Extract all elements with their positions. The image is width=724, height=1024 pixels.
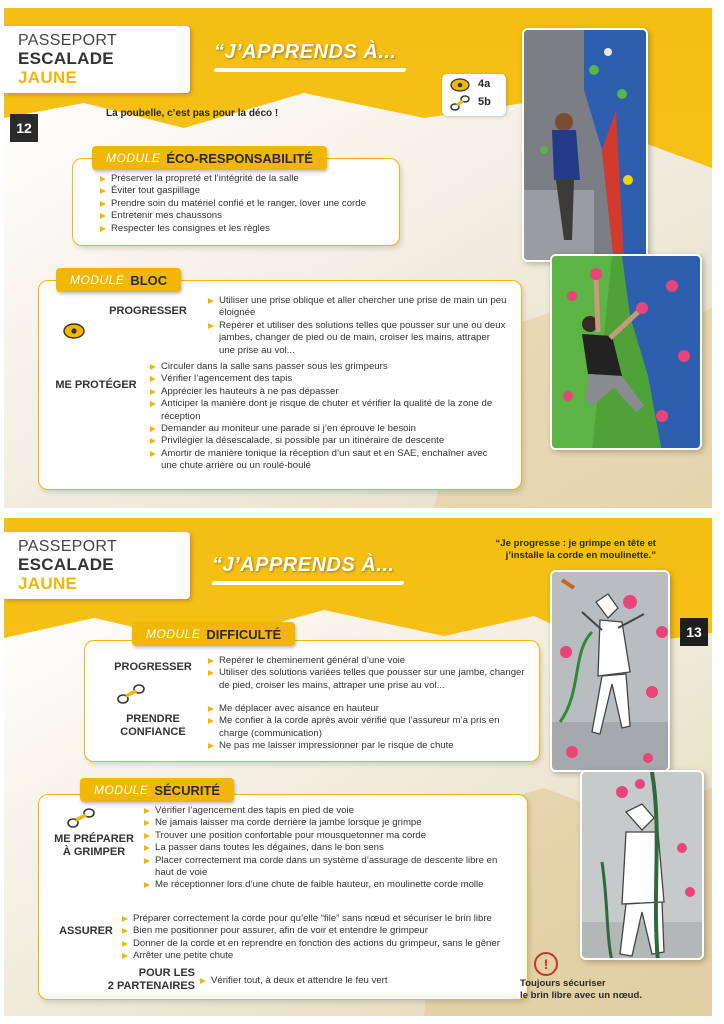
list-item: La passer dans toutes les dégaines, dans le bon sens	[143, 842, 517, 854]
list-item: Me déplacer avec aisance en hauteur	[207, 703, 529, 715]
list-item: Arrêter une petite chute	[121, 950, 517, 962]
module-name: DIFFICULTÉ	[206, 626, 282, 642]
header-color-word: JAUNE	[18, 574, 78, 593]
list-item: Apprécier les hauteurs à ne pas dépasser	[149, 386, 497, 398]
module-word: MODULE	[94, 783, 149, 797]
progresser-label: PROGRESSER	[114, 661, 192, 673]
module-difficulte-tag	[132, 622, 295, 646]
list-item: Vérifier l’agencement des tapis en pied de voie	[143, 805, 517, 817]
list-item: Ne pas me laisser impressionner par le risque de chute	[207, 740, 529, 752]
page-number: 12	[10, 114, 38, 142]
list-item: Trouver une position confortable pour mousquetonner ma corde	[143, 830, 517, 842]
levels-legend	[442, 74, 506, 116]
climbing-hold-icon	[63, 323, 85, 339]
list-item: Placer correctement ma corde dans un système d’assurage de descente libre en haut de voie	[143, 855, 517, 880]
lead-climber-drawing	[552, 572, 670, 772]
progresser-label: PROGRESSER	[109, 305, 187, 317]
belayer-drawing	[582, 772, 704, 960]
me-preparer-label	[53, 833, 135, 859]
header-color-word: JAUNE	[18, 68, 78, 87]
list-item: Préserver la propreté et l’intégrité de la salle	[99, 173, 397, 185]
header-line-2: ESCALADE	[18, 49, 114, 68]
climber-photo-top	[522, 28, 648, 262]
warning-text	[520, 978, 680, 1002]
module-word: MODULE	[70, 273, 125, 287]
list-item: Vérifier l’agencement des tapis	[149, 373, 497, 385]
list-item: Repérer le cheminement général d’une voie	[207, 655, 529, 667]
quickdraw-icon	[67, 807, 95, 829]
module-word: MODULE	[106, 151, 161, 165]
list-item: Privilégier la désescalade, si possible par un itinéraire de descente	[149, 435, 497, 447]
label-line-1: ME PRÉPARER	[54, 833, 134, 845]
label-line-2: CONFIANCE	[120, 726, 186, 738]
list-item: Amortir de manière tonique la réception d’un saut et en SAE, enchaîner avec une chute arrière ou un roulé-boulé	[149, 448, 497, 473]
quickdraw-icon	[117, 683, 145, 705]
module-securite-box	[38, 794, 528, 1000]
climber-photo-bottom	[550, 254, 702, 450]
quote-line-2: j’installe la corde en moulinette.”	[505, 550, 656, 561]
list-item: Bien me positionner pour assurer, afin de voir et entendre le grimpeur	[121, 925, 517, 937]
module-difficulte-box	[84, 640, 540, 762]
partenaires-label	[95, 967, 195, 993]
list-item: Vérifier tout, à deux et attendre le feu vert	[199, 975, 499, 987]
list-item: Utiliser des solutions variées telles que pousser sur une jambe, changer de pied, croiser les mains, attraper une prise au vol...	[207, 667, 529, 692]
prendre-confiance-label	[107, 713, 199, 739]
label-line-2: À GRIMPER	[62, 846, 126, 858]
lead-climber-illustration	[550, 570, 670, 772]
belayer-illustration	[580, 770, 704, 960]
header-line-2: ESCALADE	[18, 555, 114, 574]
list-item: Utiliser une prise oblique et aller chercher une prise de main un peu éloignée	[207, 295, 507, 320]
list-item: Anticiper la manière dont je risque de chuter et vérifier la qualité de la zone de réception	[149, 398, 497, 423]
module-name: ÉCO-RESPONSABILITÉ	[166, 150, 313, 166]
page-12	[4, 8, 712, 508]
tagline: La poubelle, c’est pas pour la déco !	[106, 108, 279, 119]
label-line-1: POUR LES	[138, 967, 195, 979]
climber-photo-top-illustration	[524, 30, 648, 262]
list-item: Éviter tout gaspillage	[99, 185, 397, 197]
level-4a: 4a	[478, 78, 491, 90]
module-word: MODULE	[146, 627, 201, 641]
list-item: Respecter les consignes et les règles	[99, 223, 397, 235]
module-name: SÉCURITÉ	[154, 782, 221, 798]
eco-list	[99, 173, 397, 235]
module-name: BLOC	[130, 272, 168, 288]
module-eco-tag	[92, 146, 327, 170]
list-item: Repérer et utiliser des solutions telles que pousser sur une ou deux jambes, changer de pied ou de main, croiser les mains, attraper une prise au vol...	[207, 320, 507, 357]
warning-icon: !	[534, 952, 558, 976]
title-underline	[213, 68, 406, 72]
module-eco-box	[72, 158, 400, 246]
securite-assurer-list	[121, 913, 517, 963]
label-line-2: 2 PARTENAIRES	[107, 980, 195, 992]
bloc-proteger-list	[149, 361, 497, 473]
list-item: Me réceptionner lors d’une chute de faible hauteur, en moulinette corde molle	[143, 879, 517, 891]
quote-line-1: “Je progresse : je grimpe en tête et	[495, 538, 656, 549]
difficulte-confiance-list	[207, 703, 529, 753]
warning-line-1: Toujours sécuriser	[520, 978, 606, 989]
list-item: Demander au moniteur une parade si j’en éprouve le besoin	[149, 423, 497, 435]
module-securite-tag	[80, 778, 234, 802]
title-underline	[211, 581, 404, 585]
level-5b: 5b	[478, 96, 491, 108]
list-item: Ne jamais laisser ma corde derrière la jambe lorsque je grimpe	[143, 817, 517, 829]
list-item: Entretenir mes chaussons	[99, 210, 397, 222]
quote	[424, 538, 656, 562]
page-title: “J’APPRENDS À...	[214, 41, 397, 63]
climber-photo-bottom-illustration	[552, 256, 702, 450]
passport-header	[4, 26, 190, 93]
list-item: Me confier à la corde après avoir vérifié que l’assureur m’a pris en charge (communication)	[207, 715, 529, 740]
module-bloc-box	[38, 280, 522, 490]
list-item: Préparer correctement la corde pour qu’elle “file” sans nœud et sécuriser le brin libre	[121, 913, 517, 925]
list-item: Donner de la corde et en reprendre en fonction des actions du grimpeur, sans le gêner	[121, 938, 517, 950]
warning-line-2: le brin libre avec un nœud.	[520, 990, 643, 1001]
assurer-label: ASSURER	[59, 925, 113, 937]
climbing-hold-icon	[450, 78, 470, 92]
header-line-1: PASSEPORT	[18, 32, 118, 49]
header-line-1: PASSEPORT	[18, 538, 118, 555]
securite-partenaires-list	[199, 975, 499, 987]
passport-header	[4, 532, 190, 599]
page-number: 13	[680, 618, 708, 646]
quickdraw-icon	[450, 95, 470, 111]
page-title: “J’APPRENDS À...	[212, 554, 395, 576]
difficulte-progresser-list	[207, 655, 529, 692]
list-item: Prendre soin du matériel confié et le ranger, lover une corde	[99, 198, 397, 210]
securite-preparer-list	[143, 805, 517, 892]
bloc-progresser-list	[207, 295, 507, 357]
label-line-1: PRENDRE	[126, 713, 180, 725]
page-13	[4, 518, 712, 1016]
module-bloc-tag	[56, 268, 181, 292]
me-proteger-label: ME PROTÉGER	[55, 379, 137, 391]
list-item: Circuler dans la salle sans passer sous les grimpeurs	[149, 361, 497, 373]
